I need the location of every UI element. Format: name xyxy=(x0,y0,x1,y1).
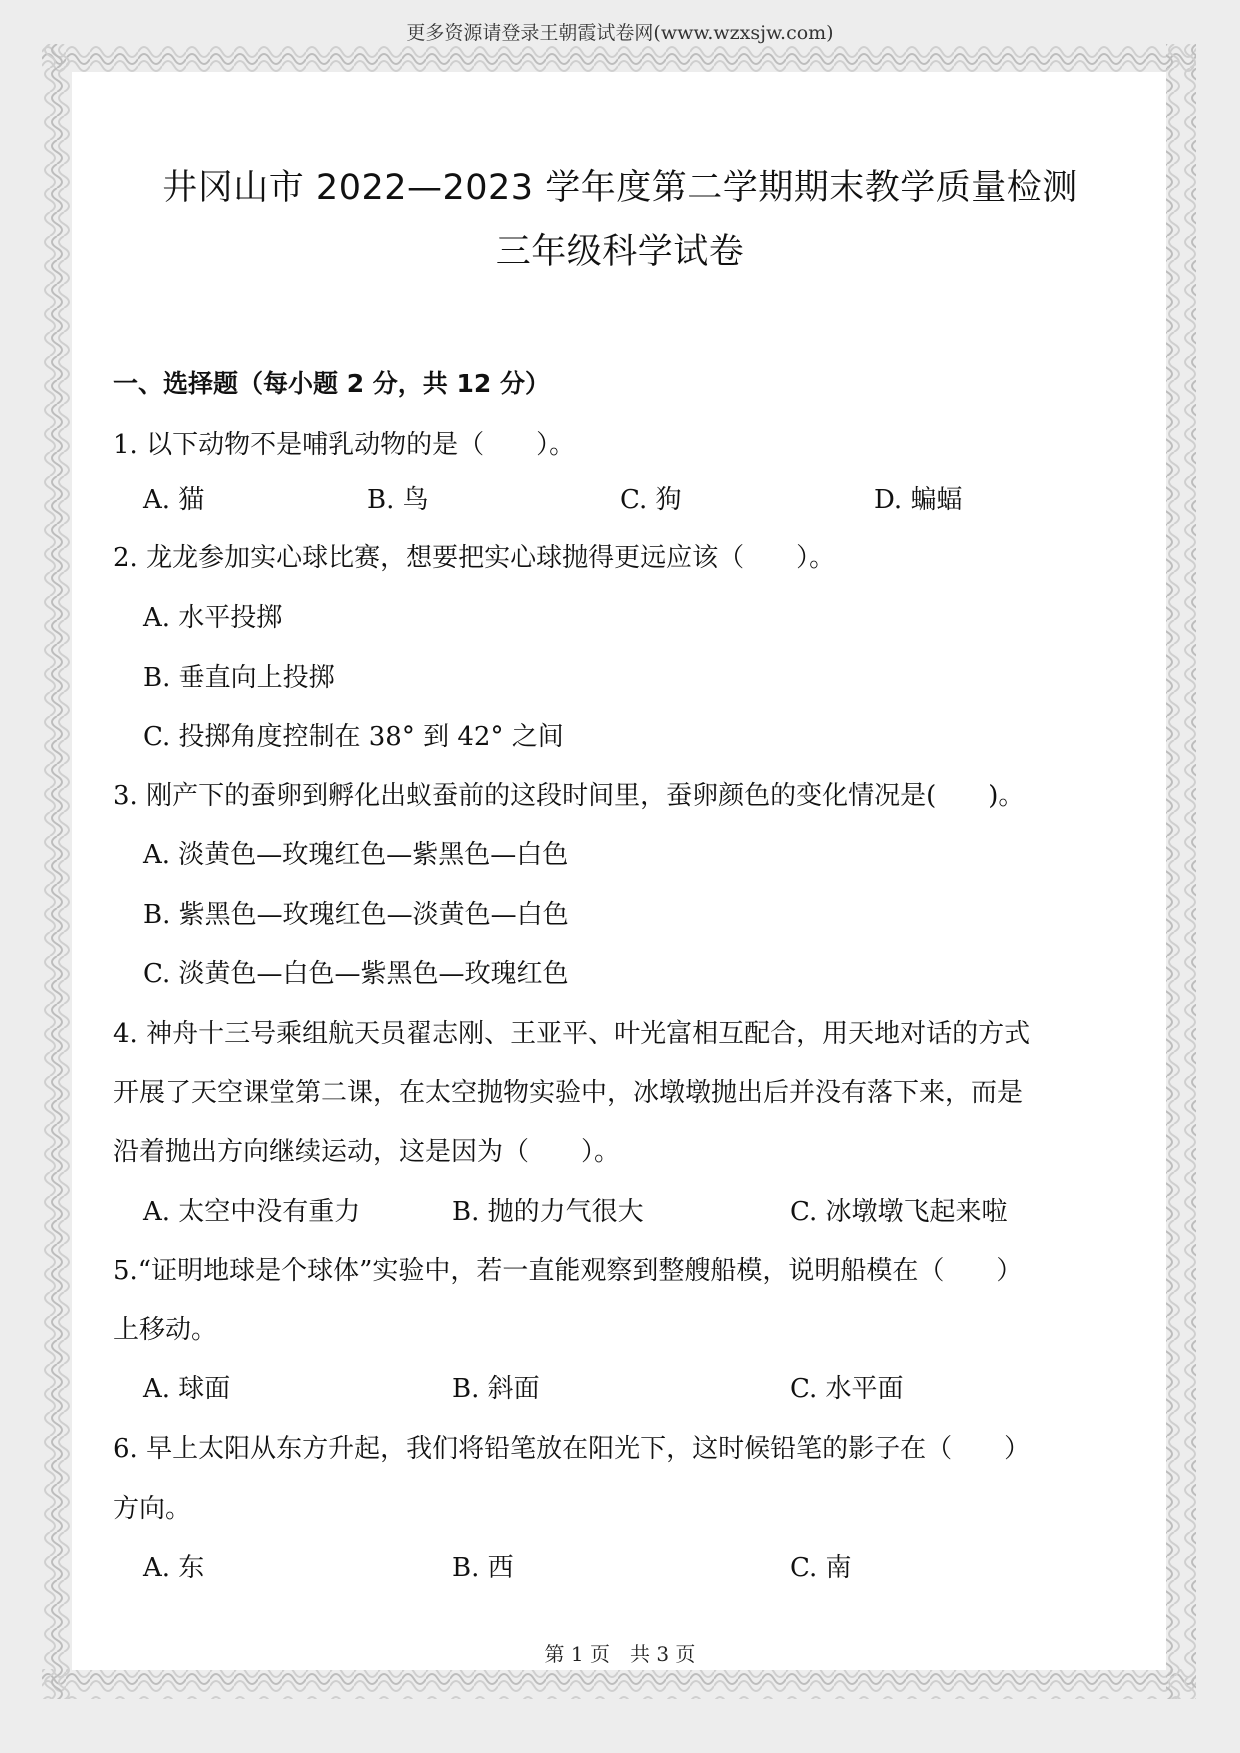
question-6-text-line-2: 方向。 xyxy=(113,1494,192,1524)
question-1-option-d: D. 蝙蝠 xyxy=(874,485,963,515)
question-2-text: 2. 龙龙参加实心球比赛，想要把实心球抛得更远应该（ ）。 xyxy=(113,543,836,573)
question-3-text: 3. 刚产下的蚕卵到孵化出蚁蚕前的这段时间里，蚕卵颜色的变化情况是( )。 xyxy=(113,781,1025,811)
question-1-option-c: C. 狗 xyxy=(620,485,682,515)
question-5-text-line-1: 5.“证明地球是个球体”实验中，若一直能观察到整艘船模，说明船模在（ ） xyxy=(113,1256,1023,1286)
source-watermark: 更多资源请登录王朝霞试卷网(www.wzxsjw.com) xyxy=(406,22,834,44)
question-6-option-c: C. 南 xyxy=(790,1553,852,1583)
question-4-text-line-2: 开展了天空课堂第二课，在太空抛物实验中，冰墩墩抛出后并没有落下来，而是 xyxy=(113,1078,1024,1108)
question-6-option-b: B. 西 xyxy=(452,1553,514,1583)
question-2-option-a: A. 水平投掷 xyxy=(143,603,283,633)
question-3-option-c: C. 淡黄色—白色—紫黑色—玫瑰红色 xyxy=(143,959,569,989)
exam-title: 井冈山市 2022—2023 学年度第二学期期末教学质量检测 xyxy=(162,168,1078,208)
question-5-option-c: C. 水平面 xyxy=(790,1374,904,1404)
section-heading: 一、选择题（每小题 2 分，共 12 分） xyxy=(113,369,551,398)
question-4-option-c: C. 冰墩墩飞起来啦 xyxy=(790,1197,1008,1227)
question-1-option-a: A. 猫 xyxy=(143,485,205,515)
exam-subtitle: 三年级科学试卷 xyxy=(495,232,745,272)
question-5-option-b: B. 斜面 xyxy=(452,1374,540,1404)
question-4-text-line-3: 沿着抛出方向继续运动，这是因为（ ）。 xyxy=(113,1137,621,1167)
question-2-option-b: B. 垂直向上投掷 xyxy=(143,663,335,693)
question-4-text-line-1: 4. 神舟十三号乘组航天员翟志刚、王亚平、叶光富相互配合，用天地对话的方式 xyxy=(113,1019,1031,1049)
question-2-option-c: C. 投掷角度控制在 38° 到 42° 之间 xyxy=(143,722,564,752)
question-4-option-a: A. 太空中没有重力 xyxy=(143,1197,361,1227)
question-1-text: 1. 以下动物不是哺乳动物的是（ ）。 xyxy=(113,430,576,460)
question-6-option-a: A. 东 xyxy=(143,1553,205,1583)
question-5-option-a: A. 球面 xyxy=(143,1374,231,1404)
question-3-option-b: B. 紫黑色—玫瑰红色—淡黄色—白色 xyxy=(143,900,569,930)
question-5-text-line-2: 上移动。 xyxy=(113,1315,218,1345)
page-number: 第 1 页 共 3 页 xyxy=(544,1642,696,1666)
question-3-option-a: A. 淡黄色—玫瑰红色—紫黑色—白色 xyxy=(143,840,569,870)
question-1-option-b: B. 鸟 xyxy=(367,485,429,515)
question-6-text-line-1: 6. 早上太阳从东方升起，我们将铅笔放在阳光下，这时候铅笔的影子在（ ） xyxy=(113,1434,1031,1464)
question-4-option-b: B. 抛的力气很大 xyxy=(452,1197,644,1227)
